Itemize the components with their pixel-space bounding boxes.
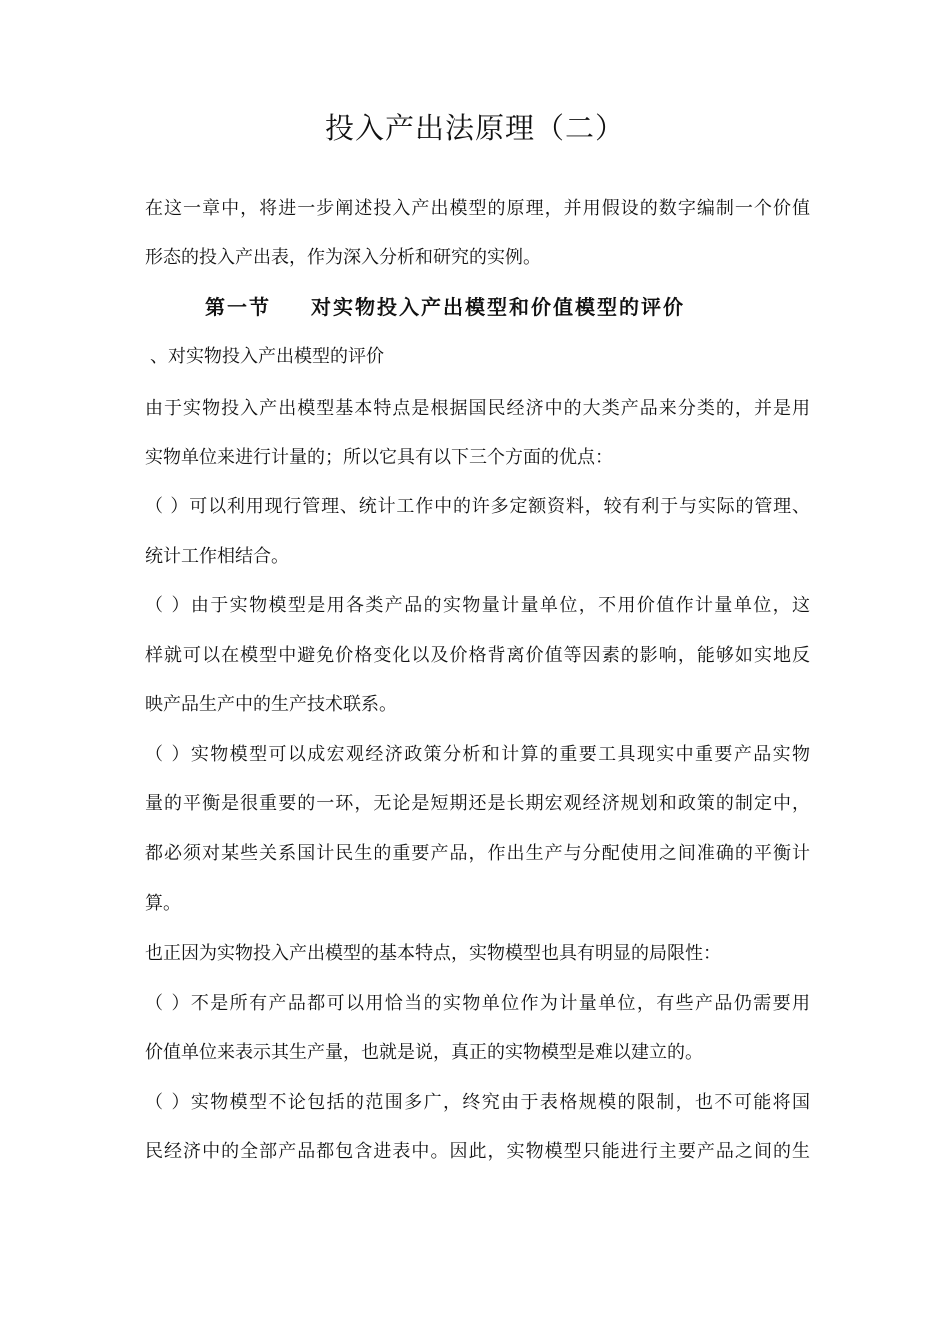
intro-line: 在这一章中，将进一步阐述投入产出模型的原理，并用假设的数字编制一个价值 bbox=[145, 198, 810, 219]
body-line: 民经济中的全部产品都包含进表中。因此，实物模型只能进行主要产品之间的生 bbox=[145, 1141, 810, 1162]
body-line: 映产品生产中的生产技术联系。 bbox=[145, 694, 397, 715]
body-line: 都必须对某些关系国计民生的重要产品，作出生产与分配使用之间准确的平衡计 bbox=[145, 843, 810, 864]
body-line: 由于实物投入产出模型基本特点是根据国民经济中的大类产品来分类的，并是用 bbox=[145, 398, 810, 419]
section-number: 第一节 bbox=[205, 295, 271, 319]
body-line: 价值单位来表示其生产量，也就是说，真正的实物模型是难以建立的。 bbox=[145, 1042, 703, 1063]
section-heading bbox=[205, 293, 685, 321]
body-line: （ ）实物模型可以成宏观经济政策分析和计算的重要工具现实中重要产品实物 bbox=[145, 744, 810, 765]
body-line: 也正因为实物投入产出模型的基本特点，实物模型也具有明显的局限性： bbox=[145, 943, 721, 964]
body-line: （ ）由于实物模型是用各类产品的实物量计量单位，不用价值作计量单位，这 bbox=[145, 595, 810, 616]
intro-line: 形态的投入产出表，作为深入分析和研究的实例。 bbox=[145, 247, 541, 268]
body-line: 量的平衡是很重要的一环，无论是短期还是长期宏观经济规划和政策的制定中， bbox=[145, 793, 810, 814]
body-line: （ ）可以利用现行管理、统计工作中的许多定额资料，较有利于与实际的管理、 bbox=[145, 496, 810, 517]
section-heading-text: 对实物投入产出模型和价值模型的评价 bbox=[311, 295, 685, 319]
body-line: 实物单位来进行计量的；所以它具有以下三个方面的优点： bbox=[145, 447, 613, 468]
body-line: 统计工作相结合。 bbox=[145, 546, 289, 567]
body-line: （ ）不是所有产品都可以用恰当的实物单位作为计量单位，有些产品仍需要用 bbox=[145, 993, 810, 1014]
body-line: （ ）实物模型不论包括的范围多广，终究由于表格规模的限制，也不可能将国 bbox=[145, 1092, 810, 1113]
subheading: 、对实物投入产出模型的评价 bbox=[150, 346, 384, 367]
body-line: 样就可以在模型中避免价格变化以及价格背离价值等因素的影响，能够如实地反 bbox=[145, 645, 810, 666]
body-line: 算。 bbox=[145, 893, 181, 914]
document-title: 投入产出法原理（二） bbox=[324, 111, 625, 145]
